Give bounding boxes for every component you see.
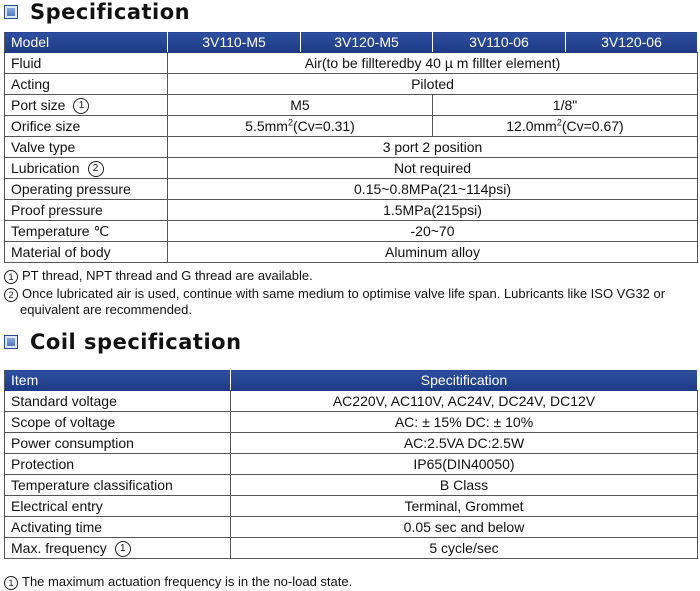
row-value-left: M5 <box>168 95 433 116</box>
note-marker: 1 <box>115 541 131 557</box>
row-label: Lubrication 2 <box>5 158 168 179</box>
row-label: Temperature classification <box>5 475 231 496</box>
table-row <box>5 412 698 433</box>
spec-section-title <box>4 0 190 24</box>
row-label: Power consumption <box>5 433 231 454</box>
row-value: AC220V, AC110V, AC24V, DC24V, DC12V <box>231 391 698 412</box>
table-row <box>5 53 698 74</box>
row-label: Electrical entry <box>5 496 231 517</box>
row-label: Fluid <box>5 53 168 74</box>
row-value: -20~70 <box>168 221 698 242</box>
row-label: Orifice size <box>5 116 168 137</box>
table-row <box>5 221 698 242</box>
header-model: Model <box>5 32 168 53</box>
header-specification: Specitification <box>231 370 698 391</box>
row-value: B Class <box>231 475 698 496</box>
table-row <box>5 179 698 200</box>
row-label: Protection <box>5 454 231 475</box>
spec-table <box>4 31 698 263</box>
header-3v110-m5: 3V110-M5 <box>168 32 301 53</box>
note-marker: 2 <box>4 288 18 302</box>
coil-note-1: 1 The maximum actuation frequency is in the no-load state. <box>4 574 352 590</box>
spec-note-1: 1 PT thread, NPT thread and G thread are available. <box>4 268 313 284</box>
table-row <box>5 158 698 179</box>
row-value: 5 cycle/sec <box>231 538 698 559</box>
table-row <box>5 538 698 559</box>
row-label: Proof pressure <box>5 200 168 221</box>
spec-title: Specification <box>30 0 191 24</box>
note-marker: 1 <box>73 98 89 114</box>
row-value: 0.05 sec and below <box>231 517 698 538</box>
row-value: 0.15~0.8MPa(21~114psi) <box>168 179 698 200</box>
row-value: Aluminum alloy <box>168 242 698 263</box>
header-3v120-06: 3V120-06 <box>566 32 698 53</box>
row-label: Valve type <box>5 137 168 158</box>
table-row <box>5 200 698 221</box>
coil-header-row <box>5 370 698 391</box>
row-value-right: 1/8" <box>433 95 698 116</box>
row-label: Scope of voltage <box>5 412 231 433</box>
table-row <box>5 242 698 263</box>
header-item: Item <box>5 370 231 391</box>
row-value-left: $5.5mm^2(Cv=0.31)$ <box>168 116 433 137</box>
note-marker: 2 <box>88 161 104 177</box>
table-row <box>5 433 698 454</box>
section-square-icon <box>4 335 18 349</box>
row-label: Standard voltage <box>5 391 231 412</box>
coil-title: Coil specification <box>30 330 242 354</box>
row-label: Max. frequency 1 <box>5 538 231 559</box>
coil-section-title <box>4 330 242 354</box>
table-row <box>5 95 698 116</box>
row-value: AC:2.5VA DC:2.5W <box>231 433 698 454</box>
row-value: IP65(DIN40050) <box>231 454 698 475</box>
table-row <box>5 496 698 517</box>
row-value: Not required <box>168 158 698 179</box>
header-3v120-m5: 3V120-M5 <box>301 32 433 53</box>
table-row <box>5 74 698 95</box>
row-label: Operating pressure <box>5 179 168 200</box>
spec-note-2-cont: equivalent are recommended. <box>20 302 192 317</box>
row-value: Terminal, Grommet <box>231 496 698 517</box>
coil-table <box>4 369 698 559</box>
note-marker: 1 <box>4 270 18 284</box>
row-label: Acting <box>5 74 168 95</box>
row-value: 1.5MPa(215psi) <box>168 200 698 221</box>
table-row <box>5 454 698 475</box>
row-value: AC: ± 15% DC: ± 10% <box>231 412 698 433</box>
row-label: Port size 1 <box>5 95 168 116</box>
table-row <box>5 391 698 412</box>
row-value: 3 port 2 position <box>168 137 698 158</box>
table-row <box>5 116 698 137</box>
spec-note-2: 2 Once lubricated air is used, continue with same medium to optimise valve life span. Lubricants like ISO VG32 or <box>4 286 665 302</box>
row-value: Air(to be fillteredby 40 µ m fillter element) <box>168 53 698 74</box>
section-square-icon <box>4 5 18 19</box>
header-3v110-06: 3V110-06 <box>433 32 566 53</box>
table-row <box>5 137 698 158</box>
table-row <box>5 475 698 496</box>
row-label: Activating time <box>5 517 231 538</box>
row-label: Temperature ℃ <box>5 221 168 242</box>
row-value: Piloted <box>168 74 698 95</box>
row-value-right: $12.0mm^2(Cv=0.67)$ <box>433 116 698 137</box>
note-marker: 1 <box>4 576 18 590</box>
spec-header-row <box>5 32 698 53</box>
row-label: Material of body <box>5 242 168 263</box>
table-row <box>5 517 698 538</box>
